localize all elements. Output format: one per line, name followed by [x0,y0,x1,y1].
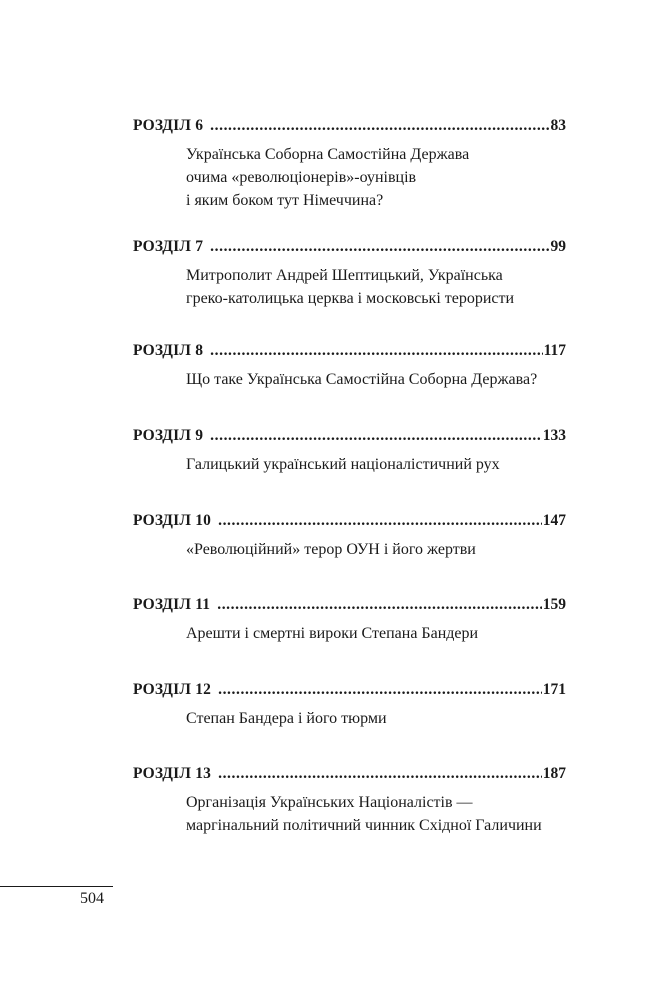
chapter-title-line: Організація Українських Націоналістів — [186,794,473,811]
chapter-title-line: «Революційний» терор ОУН і його жертви [186,541,476,558]
chapter-title [186,143,566,212]
chapter-title-line: Галицький український націоналістичний рух [186,456,500,473]
dot-leader [218,512,542,530]
chapter-heading[interactable] [133,596,566,618]
chapter-title [186,538,566,561]
chapter-label: РОЗДІЛ 12 [133,681,212,698]
chapter-heading[interactable] [133,512,566,534]
chapter-title-line: Арешти і смертні вироки Степана Бандери [186,625,479,642]
toc-entry [133,765,566,837]
chapter-label: РОЗДІЛ 9 [133,427,204,444]
page-number: 133 [542,427,566,444]
dot-leader [217,596,542,614]
dot-leader [218,681,542,699]
toc-entry [133,342,566,391]
chapter-label: РОЗДІЛ 6 [133,117,204,134]
chapter-title-line: Що таке Українська Самостійна Соборна Держава? [186,371,538,388]
chapter-heading[interactable] [133,342,566,364]
dot-leader [218,765,542,783]
chapter-label: РОЗДІЛ 8 [133,342,204,359]
page-number: 171 [542,681,566,698]
toc-entry [133,117,566,212]
folio-page-number: 504 [80,890,104,907]
chapter-title-line: Митрополит Андрей Шептицький, Українська [186,267,503,284]
chapter-title-line: маргінальний політичний чинник Східної Галичини [186,817,542,834]
page-number: 147 [542,512,566,529]
chapter-label: РОЗДІЛ 7 [133,238,204,255]
dot-leader [210,342,542,360]
page-number: 159 [542,596,566,613]
chapter-label: РОЗДІЛ 13 [133,765,212,782]
footer-rule [0,886,113,887]
dot-leader [210,117,549,135]
chapter-title [186,791,566,837]
chapter-heading[interactable] [133,765,566,787]
chapter-title-line: Степан Бандера і його тюрми [186,710,387,727]
chapter-heading[interactable] [133,681,566,703]
chapter-title [186,264,566,310]
chapter-heading[interactable] [133,427,566,449]
chapter-title [186,368,566,391]
page-number: 83 [550,117,566,134]
chapter-title [186,707,566,730]
chapter-title [186,453,566,476]
chapter-title-line: очима «революціонерів»-оунівців [186,169,417,186]
page-number: 117 [543,342,566,359]
dot-leader [210,238,549,256]
page-number: 187 [542,765,566,782]
toc-entry [133,427,566,476]
chapter-title [186,622,566,645]
toc-entry [133,512,566,561]
dot-leader [210,427,542,445]
chapter-heading[interactable] [133,117,566,139]
chapter-title-line: греко-католицька церква і московські терористи [186,290,515,307]
toc-entry [133,238,566,310]
chapter-title-line: Українська Соборна Самостійна Держава [186,146,470,163]
chapter-title-line: і яким боком тут Німеччина? [186,192,384,209]
toc-entry [133,681,566,730]
chapter-label: РОЗДІЛ 10 [133,512,212,529]
chapter-label: РОЗДІЛ 11 [133,596,211,613]
page-number: 99 [550,238,566,255]
toc-entry [133,596,566,645]
chapter-heading[interactable] [133,238,566,260]
